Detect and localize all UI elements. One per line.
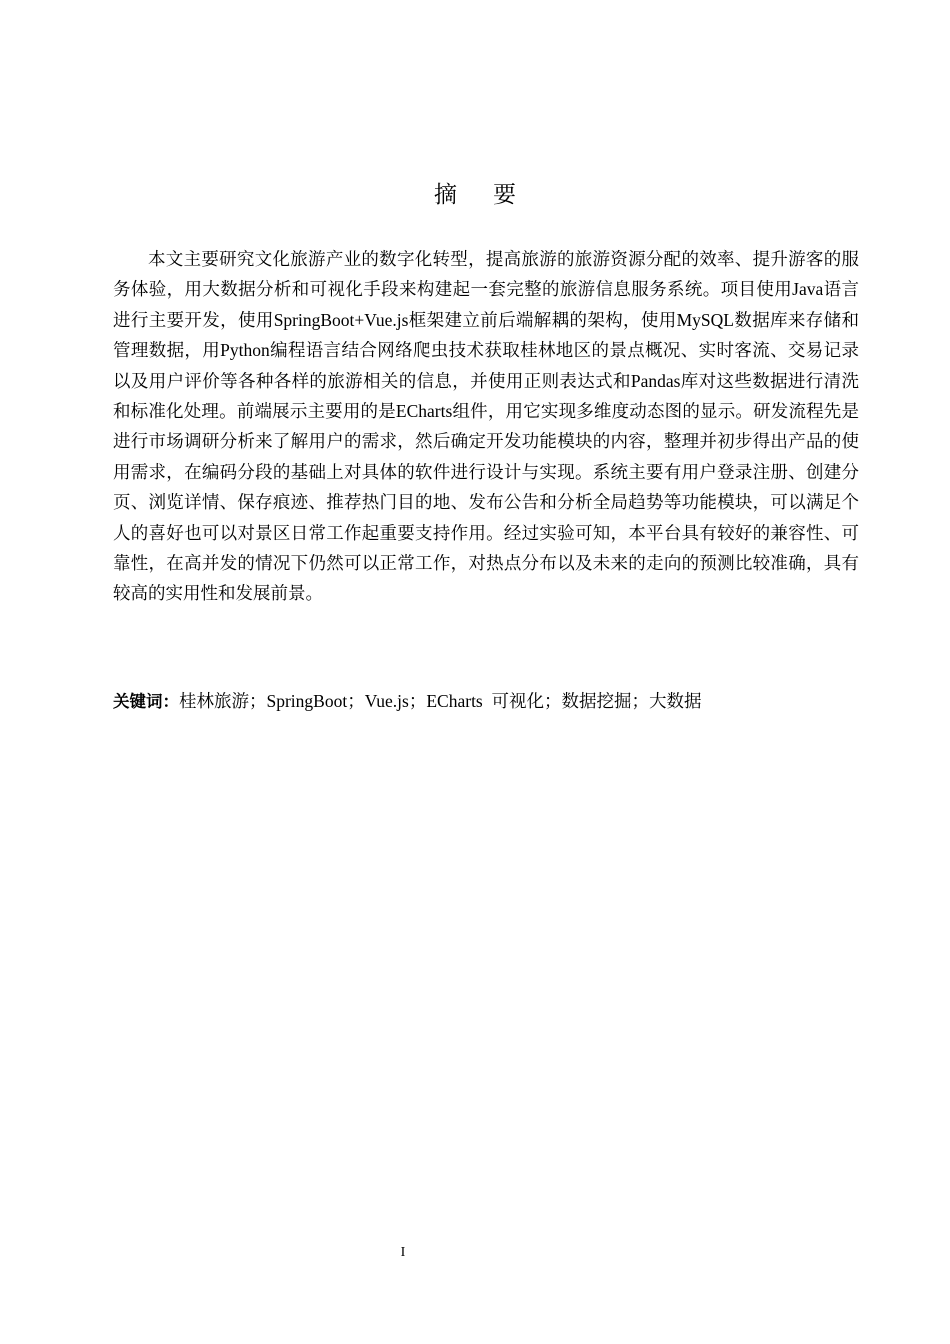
abstract-title xyxy=(0,178,950,212)
abstract-title-char-2: 要 xyxy=(493,182,516,208)
keywords-list: 桂林旅游；SpringBoot；Vue.js；ECharts 可视化；数据挖掘；大数据 xyxy=(179,691,702,711)
abstract-title-char-1: 摘 xyxy=(434,182,457,208)
keywords-label: 关键词： xyxy=(113,692,179,711)
keywords-line xyxy=(113,686,859,717)
abstract-body: 本文主要研究文化旅游产业的数字化转型，提高旅游的旅游资源分配的效率、提升游客的服务体验，用大数据分析和可视化手段来构建起一套完整的旅游信息服务系统。项目使用Java语言进行主要开发，使用SpringBoot+Vue.js框架建立前后端解耦的架构，使用MySQL数据库来存储和管理数据，用Python编程语言结合网络爬虫技术获取桂林地区的景点概况、实时客流、交易记录以及用户评价等各种各样的旅游相关的信息，并使用正则表达式和Pandas库对这些数据进行清洗和标准化处理。前端展示主要用的是ECharts组件，用它实现多维度动态图的显示。研发流程先是进行市场调研分析来了解用户的需求，然后确定开发功能模块的内容，整理并初步得出产品的使用需求，在编码分段的基础上对具体的软件进行设计与实现。系统主要有用户登录注册、创建分页、浏览详情、保存痕迹、推荐热门目的地、发布公告和分析全局趋势等功能模块，可以满足个人的喜好也可以对景区日常工作起重要支持作用。经过实验可知，本平台具有较好的兼容性、可靠性，在高并发的情况下仍然可以正常工作，对热点分布以及未来的走向的预测比较准确，具有较高的实用性和发展前景。 xyxy=(113,249,859,604)
page-number: I xyxy=(400,1245,406,1260)
